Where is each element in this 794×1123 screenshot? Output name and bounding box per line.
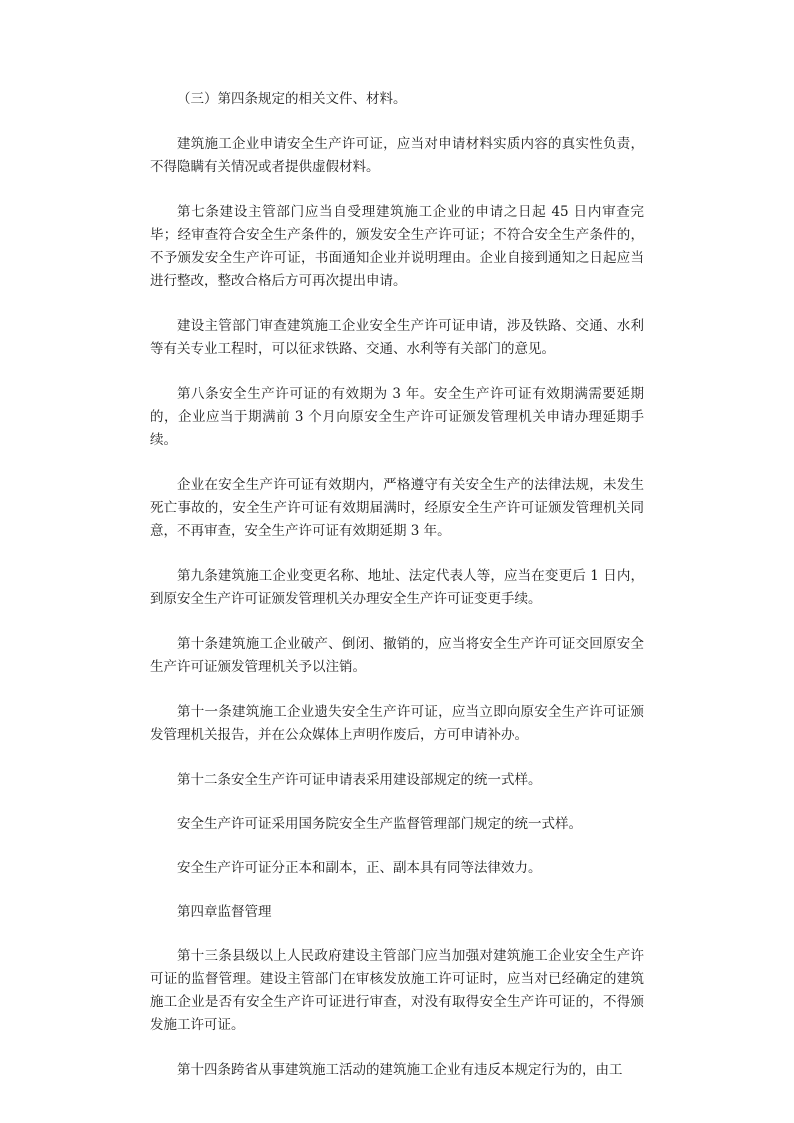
paragraph-license-format: 安全生产许可证采用国务院安全生产监督管理部门规定的统一式样。 bbox=[177, 816, 582, 832]
paragraph-article-7: 第七条建设主管部门应当自受理建筑施工企业的申请之日起 45 日内审查完毕；经审查符合安全生产条件的，颁发安全生产许可证；不符合安全生产条件的，不予颁发安全生产许可证，书面通知企业并说明理由。企业自接到通知之日起应当进行整改，整改合格后方可再次提出申请。 bbox=[150, 204, 644, 289]
paragraph-article-10: 第十条建筑施工企业破产、倒闭、撤销的，应当将安全生产许可证交回原安全生产许可证颁发管理机关予以注销。 bbox=[150, 636, 644, 675]
paragraph-professional-engineering-review: 建设主管部门审查建筑施工企业安全生产许可证申请，涉及铁路、交通、水利等有关专业工程时，可以征求铁路、交通、水利等有关部门的意见。 bbox=[150, 318, 644, 357]
document-body bbox=[150, 88, 644, 1104]
paragraph-validity-extension: 企业在安全生产许可证有效期内，严格遵守有关安全生产的法律法规，未发生死亡事故的，安全生产许可证有效期届满时，经原安全生产许可证颁发管理机关同意，不再审查，安全生产许可证有效期延期 3 年。 bbox=[150, 477, 644, 539]
chapter-heading-supervision: 第四章监督管理 bbox=[177, 904, 272, 920]
paragraph-original-and-copy: 安全生产许可证分正本和副本，正、副本具有同等法律效力。 bbox=[177, 860, 542, 876]
paragraph-article-14: 第十四条跨省从事建筑施工活动的建筑施工企业有违反本规定行为的，由工 bbox=[177, 1062, 623, 1078]
paragraph-article-13: 第十三条县级以上人民政府建设主管部门应当加强对建筑施工企业安全生产许可证的监督管理。建设主管部门在审核发放施工许可证时，应当对已经确定的建筑施工企业是否有安全生产许可证进行审查，对没有取得安全生产许可证的，不得颁发施工许可证。 bbox=[150, 948, 644, 1033]
paragraph-article-9: 第九条建筑施工企业变更名称、地址、法定代表人等，应当在变更后 1 日内，到原安全生产许可证颁发管理机关办理安全生产许可证变更手续。 bbox=[150, 568, 644, 607]
paragraph-article-11: 第十一条建筑施工企业遗失安全生产许可证，应当立即向原安全生产许可证颁发管理机关报告，并在公众媒体上声明作废后，方可申请补办。 bbox=[150, 704, 644, 743]
paragraph-applicant-responsibility: 建筑施工企业申请安全生产许可证，应当对申请材料实质内容的真实性负责，不得隐瞒有关情况或者提供虚假材料。 bbox=[150, 136, 644, 175]
paragraph-article-8: 第八条安全生产许可证的有效期为 3 年。安全生产许可证有效期满需要延期的，企业应当于期满前 3 个月向原安全生产许可证颁发管理机关申请办理延期手续。 bbox=[150, 386, 644, 448]
paragraph-materials-item-3: （三）第四条规定的相关文件、材料。 bbox=[177, 91, 407, 107]
paragraph-article-12: 第十二条安全生产许可证申请表采用建设部规定的统一式样。 bbox=[177, 772, 542, 788]
